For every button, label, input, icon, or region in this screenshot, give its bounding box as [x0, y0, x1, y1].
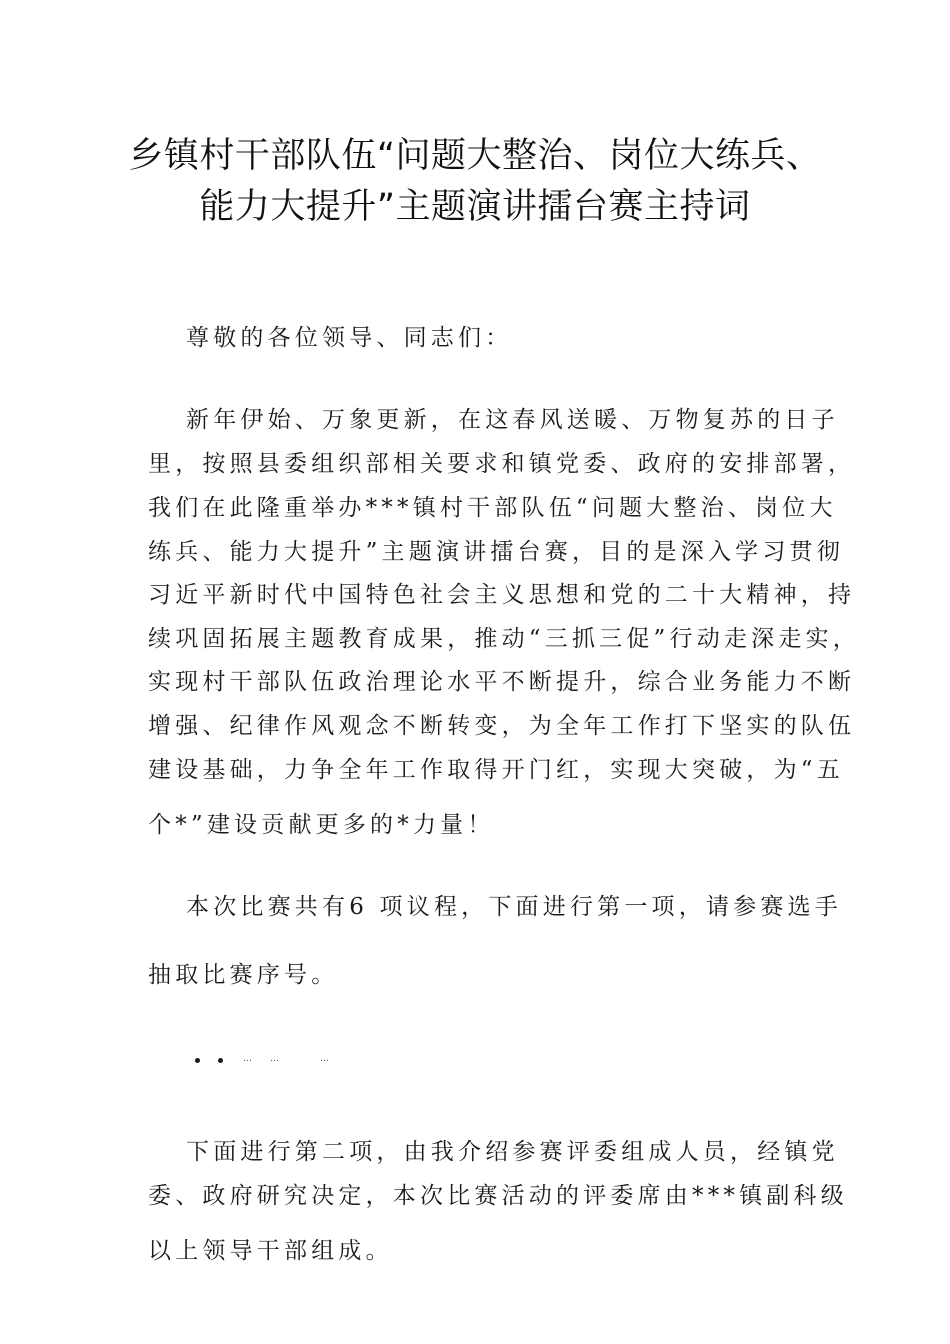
document-title-line-1: 乡镇村干部队伍“问题大整治、岗位大练兵、: [128, 136, 822, 176]
ellipsis-marks: [188, 1050, 388, 1070]
ellipsis-mark: …: [243, 1054, 252, 1064]
ellipsis-mark: …: [270, 1054, 279, 1064]
paragraph-1-line: 个*”建设贡献更多的*力量！: [148, 812, 495, 838]
paragraph-1-line: 练兵、能力大提升”主题演讲擂台赛，目的是深入学习贯彻: [148, 539, 844, 565]
paragraph-2-line: 本次比赛共有6 项议程，下面进行第一项，请参赛选手: [186, 894, 842, 920]
paragraph-1-line: 续巩固拓展主题教育成果，推动“三抓三促”行动走深走实，: [148, 626, 860, 652]
paragraph-3-line: 以上领导干部组成。: [148, 1238, 393, 1264]
paragraph-1-line: 里，按照县委组织部相关要求和镇党委、政府的安排部署，: [148, 451, 856, 477]
paragraph-1-line: 新年伊始、万象更新，在这春风送暖、万物复苏的日子: [186, 407, 839, 433]
paragraph-1-line: 习近平新时代中国特色社会主义思想和党的二十大精神，持: [148, 582, 856, 608]
paragraph-1-line: 我们在此隆重举办***镇村干部队伍“问题大整治、岗位大: [148, 495, 837, 521]
paragraph-3-line: 下面进行第二项，由我介绍参赛评委组成人员，经镇党: [186, 1139, 839, 1165]
salutation: 尊敬的各位领导、同志们：: [186, 325, 513, 351]
document-title-line-2: 能力大提升”主题演讲擂台赛主持词: [199, 187, 751, 227]
paragraph-1-line: 实现村干部队伍政治理论水平不断提升，综合业务能力不断: [148, 669, 856, 695]
paragraph-1-line: 建设基础，力争全年工作取得开门红，实现大突破，为“五: [148, 757, 844, 783]
paragraph-3-line: 委、政府研究决定，本次比赛活动的评委席由***镇副科级: [148, 1183, 848, 1209]
ellipsis-mark: …: [320, 1054, 329, 1064]
bullet-dot: [218, 1058, 223, 1063]
paragraph-1-line: 增强、纪律作风观念不断转变，为全年工作打下坚实的队伍: [148, 713, 856, 739]
bullet-dot: [195, 1058, 200, 1063]
paragraph-2-line: 抽取比赛序号。: [148, 962, 339, 988]
